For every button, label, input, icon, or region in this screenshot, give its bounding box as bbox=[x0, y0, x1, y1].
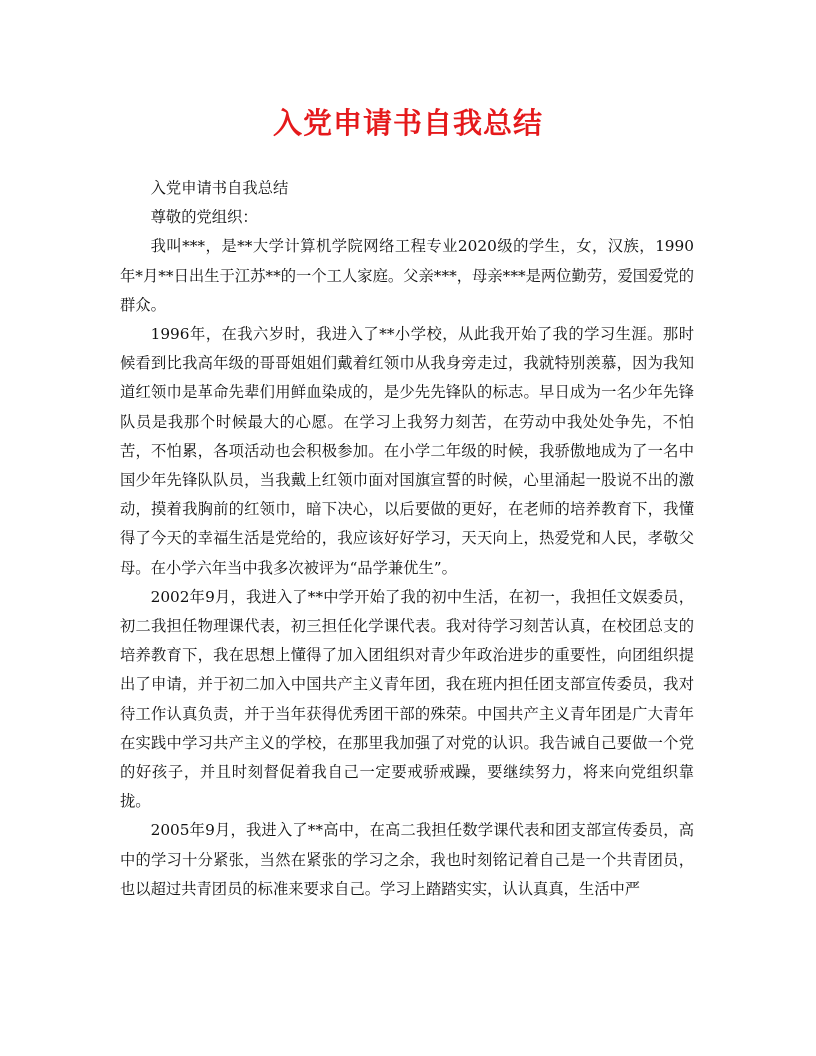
paragraph-intro: 我叫***，是**大学计算机学院网络工程专业2020级的学生，女，汉族，1990年*月**日出生于江苏**的一个工人家庭。父亲***，母亲***是两位勤劳，爱国爱党的群众。 bbox=[120, 237, 694, 314]
paragraph-high-school: 2005年9月，我进入了**高中，在高二我担任数学课代表和团支部宣传委员，高中的学习十分紧张，当然在紧张的学习之余，我也时刻铭记着自己是一个共青团员，也以超过共青团员的标准来要求自己。学习上踏踏实实，认认真真，生活中严 bbox=[120, 821, 694, 898]
subtitle-line: 入党申请书自我总结 bbox=[150, 179, 289, 197]
salutation: 尊敬的党组织： bbox=[150, 208, 258, 227]
document-body bbox=[120, 174, 694, 904]
paragraph-primary-school: 1996年，在我六岁时，我进入了**小学校，从此我开始了我的学习生涯。那时候看到比我高年级的哥哥姐姐们戴着红领巾从我身旁走过，我就特别羡慕，因为我知道红领巾是革命先辈们用鲜血染成的，是少先先锋队的标志。早日成为一名少年先锋队员是我那个时候最大的心愿。在学习上我努力刻苦，在劳动中我处处争先，不怕苦，不怕累，各项活动也会积极参加。在小学二年级的时候，我骄傲地成为了一名中国少年先锋队队员，当我戴上红领巾面对国旗宣誓的时候，心里涌起一股说不出的激动，摸着我胸前的红领巾，暗下决心，以后要做的更好，在老师的培养教育下，我懂得了今天的幸福生活是党给的，我应该好好学习，天天向上，热爱党和人民，孝敬父母。在小学六年当中我多次被评为“品学兼优生”。 bbox=[120, 325, 694, 577]
paragraph-middle-school: 2002年9月，我进入了**中学开始了我的初中生活，在初一，我担任文娱委员，初二我担任物理课代表，初三担任化学课代表。我对待学习刻苦认真，在校团总支的培养教育下，我在思想上懂得了加入团组织对青少年政治进步的重要性，向团组织提出了申请，并于初二加入中国共产主义青年团，我在班内担任团支部宣传委员，我对待工作认真负责，并于当年获得优秀团干部的殊荣。中国共产主义青年团是广大青年在实践中学习共产主义的学校，在那里我加强了对党的认识。我告诫自己要做一个党的好孩子，并且时刻督促着我自己一定要戒骄戒躁，要继续努力，将来向党组织靠拢。 bbox=[120, 587, 694, 811]
document-title: 入党申请书自我总结 bbox=[272, 106, 543, 140]
